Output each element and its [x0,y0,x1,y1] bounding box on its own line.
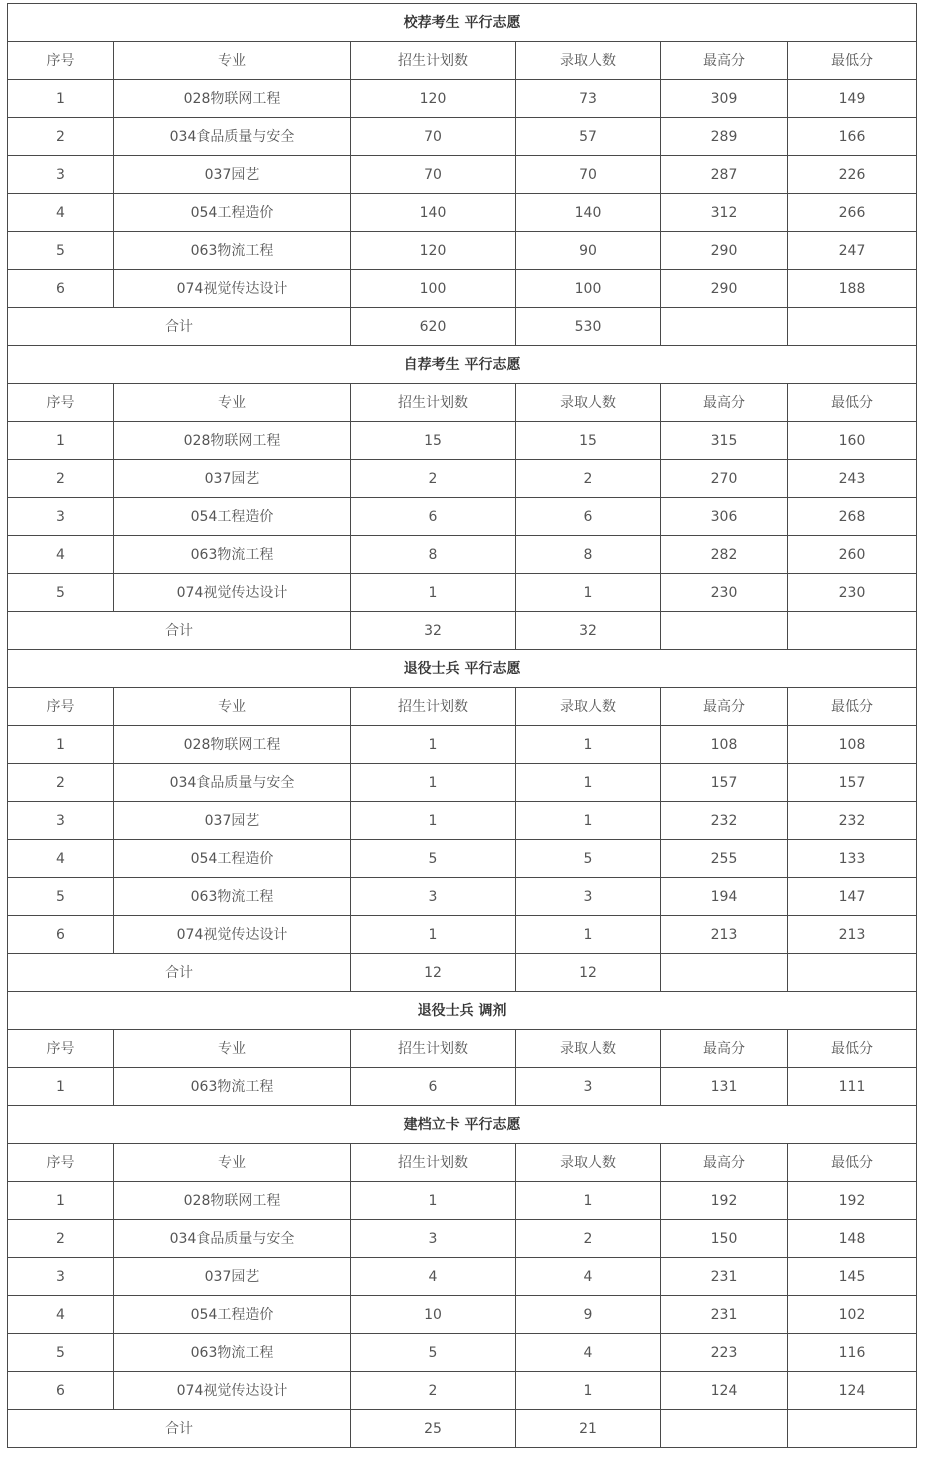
cell-admitted: 5 [516,840,661,878]
total-label: 合计 [8,308,351,346]
cell-admitted: 70 [516,156,661,194]
column-header-row [8,1030,917,1068]
column-header-seq: 序号 [8,384,114,422]
cell-plan: 5 [351,840,516,878]
cell-plan: 3 [351,1220,516,1258]
cell-major: 034食品质量与安全 [114,118,351,156]
table-row [8,460,917,498]
column-header-max: 最高分 [661,1030,788,1068]
table-row [8,726,917,764]
cell-min: 266 [788,194,917,232]
cell-admitted: 8 [516,536,661,574]
cell-plan: 120 [351,80,516,118]
cell-plan: 1 [351,764,516,802]
cell-min: 213 [788,916,917,954]
column-header-major: 专业 [114,384,351,422]
cell-major: 034食品质量与安全 [114,764,351,802]
column-header-seq: 序号 [8,1144,114,1182]
cell-major: 074视觉传达设计 [114,270,351,308]
cell-max: 108 [661,726,788,764]
section-title: 自荐考生 平行志愿 [8,346,917,384]
table-row [8,1258,917,1296]
section-title: 校荐考生 平行志愿 [8,4,917,42]
cell-max: 157 [661,764,788,802]
section-title-row [8,1106,917,1144]
cell-seq: 1 [8,80,114,118]
cell-admitted: 73 [516,80,661,118]
column-header-min: 最低分 [788,1030,917,1068]
cell-min: 192 [788,1182,917,1220]
total-min-empty [788,954,917,992]
column-header-admitted: 录取人数 [516,42,661,80]
cell-max: 289 [661,118,788,156]
total-min-empty [788,1410,917,1448]
cell-major: 063物流工程 [114,1068,351,1106]
column-header-min: 最低分 [788,384,917,422]
cell-admitted: 1 [516,916,661,954]
cell-min: 157 [788,764,917,802]
cell-min: 247 [788,232,917,270]
cell-min: 108 [788,726,917,764]
cell-seq: 4 [8,840,114,878]
cell-seq: 6 [8,270,114,308]
cell-plan: 15 [351,422,516,460]
cell-seq: 5 [8,1334,114,1372]
cell-seq: 2 [8,118,114,156]
table-row [8,422,917,460]
table-row [8,1182,917,1220]
total-row [8,308,917,346]
cell-seq: 4 [8,536,114,574]
cell-max: 312 [661,194,788,232]
cell-seq: 5 [8,878,114,916]
cell-min: 188 [788,270,917,308]
column-header-admitted: 录取人数 [516,384,661,422]
table-row [8,1068,917,1106]
table-row [8,1220,917,1258]
column-header-plan: 招生计划数 [351,1144,516,1182]
cell-major: 063物流工程 [114,536,351,574]
cell-admitted: 2 [516,460,661,498]
column-header-max: 最高分 [661,1144,788,1182]
cell-seq: 1 [8,1182,114,1220]
cell-seq: 2 [8,1220,114,1258]
cell-seq: 3 [8,1258,114,1296]
total-label: 合计 [8,954,351,992]
table-row [8,536,917,574]
column-header-row [8,384,917,422]
column-header-admitted: 录取人数 [516,1144,661,1182]
cell-major: 054工程造价 [114,1296,351,1334]
cell-plan: 3 [351,878,516,916]
column-header-plan: 招生计划数 [351,42,516,80]
cell-min: 232 [788,802,917,840]
column-header-min: 最低分 [788,42,917,80]
total-admitted: 21 [516,1410,661,1448]
total-row [8,1410,917,1448]
cell-seq: 4 [8,194,114,232]
table-row [8,574,917,612]
cell-plan: 1 [351,574,516,612]
table-row [8,498,917,536]
cell-max: 223 [661,1334,788,1372]
cell-major: 037园艺 [114,1258,351,1296]
cell-min: 147 [788,878,917,916]
column-header-max: 最高分 [661,384,788,422]
total-min-empty [788,612,917,650]
cell-major: 028物联网工程 [114,1182,351,1220]
cell-max: 194 [661,878,788,916]
cell-seq: 6 [8,1372,114,1410]
cell-min: 102 [788,1296,917,1334]
cell-plan: 120 [351,232,516,270]
cell-seq: 3 [8,498,114,536]
cell-max: 315 [661,422,788,460]
table-body [8,4,917,1448]
cell-max: 150 [661,1220,788,1258]
cell-admitted: 15 [516,422,661,460]
cell-seq: 4 [8,1296,114,1334]
table-row [8,194,917,232]
cell-major: 063物流工程 [114,232,351,270]
total-label: 合计 [8,612,351,650]
table-row [8,1372,917,1410]
column-header-plan: 招生计划数 [351,384,516,422]
total-admitted: 32 [516,612,661,650]
cell-plan: 5 [351,1334,516,1372]
cell-min: 124 [788,1372,917,1410]
total-row [8,954,917,992]
cell-admitted: 100 [516,270,661,308]
total-label: 合计 [8,1410,351,1448]
cell-major: 054工程造价 [114,498,351,536]
column-header-major: 专业 [114,42,351,80]
cell-max: 290 [661,232,788,270]
column-header-seq: 序号 [8,42,114,80]
cell-seq: 2 [8,460,114,498]
cell-major: 028物联网工程 [114,726,351,764]
total-plan: 32 [351,612,516,650]
column-header-major: 专业 [114,688,351,726]
cell-admitted: 2 [516,1220,661,1258]
column-header-max: 最高分 [661,688,788,726]
cell-admitted: 1 [516,574,661,612]
cell-seq: 3 [8,156,114,194]
cell-major: 028物联网工程 [114,422,351,460]
cell-plan: 4 [351,1258,516,1296]
cell-major: 074视觉传达设计 [114,916,351,954]
column-header-row [8,688,917,726]
cell-max: 230 [661,574,788,612]
cell-max: 290 [661,270,788,308]
cell-max: 131 [661,1068,788,1106]
cell-major: 054工程造价 [114,194,351,232]
cell-min: 148 [788,1220,917,1258]
section-title: 退役士兵 平行志愿 [8,650,917,688]
column-header-row [8,42,917,80]
total-max-empty [661,612,788,650]
cell-min: 268 [788,498,917,536]
column-header-plan: 招生计划数 [351,688,516,726]
cell-admitted: 57 [516,118,661,156]
cell-min: 160 [788,422,917,460]
cell-admitted: 1 [516,1372,661,1410]
cell-max: 232 [661,802,788,840]
cell-admitted: 1 [516,1182,661,1220]
cell-admitted: 1 [516,802,661,840]
cell-admitted: 90 [516,232,661,270]
cell-admitted: 1 [516,764,661,802]
cell-min: 116 [788,1334,917,1372]
cell-min: 111 [788,1068,917,1106]
table-row [8,764,917,802]
cell-admitted: 140 [516,194,661,232]
cell-major: 037园艺 [114,156,351,194]
cell-seq: 6 [8,916,114,954]
column-header-plan: 招生计划数 [351,1030,516,1068]
table-row [8,232,917,270]
cell-seq: 1 [8,1068,114,1106]
cell-seq: 5 [8,232,114,270]
cell-plan: 1 [351,1182,516,1220]
table-row [8,878,917,916]
cell-major: 074视觉传达设计 [114,574,351,612]
column-header-admitted: 录取人数 [516,688,661,726]
column-header-min: 最低分 [788,688,917,726]
cell-max: 306 [661,498,788,536]
admissions-table [7,3,917,1448]
column-header-row [8,1144,917,1182]
cell-max: 124 [661,1372,788,1410]
table-row [8,802,917,840]
total-min-empty [788,308,917,346]
cell-plan: 1 [351,802,516,840]
cell-major: 063物流工程 [114,878,351,916]
cell-major: 028物联网工程 [114,80,351,118]
section-title-row [8,4,917,42]
cell-major: 063物流工程 [114,1334,351,1372]
cell-max: 231 [661,1258,788,1296]
total-plan: 12 [351,954,516,992]
cell-admitted: 3 [516,1068,661,1106]
cell-plan: 1 [351,726,516,764]
cell-admitted: 6 [516,498,661,536]
total-max-empty [661,954,788,992]
cell-admitted: 3 [516,878,661,916]
column-header-min: 最低分 [788,1144,917,1182]
table-row [8,840,917,878]
table-row [8,916,917,954]
cell-max: 213 [661,916,788,954]
table-row [8,270,917,308]
column-header-major: 专业 [114,1144,351,1182]
cell-min: 230 [788,574,917,612]
cell-min: 226 [788,156,917,194]
cell-admitted: 9 [516,1296,661,1334]
cell-max: 282 [661,536,788,574]
total-plan: 620 [351,308,516,346]
cell-seq: 2 [8,764,114,802]
cell-min: 133 [788,840,917,878]
cell-max: 309 [661,80,788,118]
cell-major: 037园艺 [114,802,351,840]
cell-plan: 100 [351,270,516,308]
total-max-empty [661,1410,788,1448]
cell-seq: 1 [8,726,114,764]
cell-seq: 1 [8,422,114,460]
cell-plan: 70 [351,156,516,194]
section-title: 退役士兵 调剂 [8,992,917,1030]
cell-admitted: 4 [516,1334,661,1372]
table-row [8,1334,917,1372]
cell-major: 054工程造价 [114,840,351,878]
cell-major: 037园艺 [114,460,351,498]
table-row [8,1296,917,1334]
total-plan: 25 [351,1410,516,1448]
cell-plan: 6 [351,498,516,536]
cell-admitted: 4 [516,1258,661,1296]
cell-plan: 140 [351,194,516,232]
table-row [8,118,917,156]
cell-major: 034食品质量与安全 [114,1220,351,1258]
cell-max: 255 [661,840,788,878]
column-header-major: 专业 [114,1030,351,1068]
cell-plan: 2 [351,460,516,498]
cell-max: 270 [661,460,788,498]
total-max-empty [661,308,788,346]
cell-max: 287 [661,156,788,194]
column-header-max: 最高分 [661,42,788,80]
section-title-row [8,650,917,688]
cell-plan: 70 [351,118,516,156]
cell-plan: 6 [351,1068,516,1106]
cell-plan: 10 [351,1296,516,1334]
column-header-seq: 序号 [8,688,114,726]
cell-min: 149 [788,80,917,118]
cell-seq: 3 [8,802,114,840]
total-admitted: 12 [516,954,661,992]
cell-major: 074视觉传达设计 [114,1372,351,1410]
cell-plan: 8 [351,536,516,574]
cell-min: 145 [788,1258,917,1296]
cell-min: 166 [788,118,917,156]
column-header-seq: 序号 [8,1030,114,1068]
total-admitted: 530 [516,308,661,346]
table-row [8,156,917,194]
cell-admitted: 1 [516,726,661,764]
section-title-row [8,992,917,1030]
cell-seq: 5 [8,574,114,612]
cell-max: 192 [661,1182,788,1220]
cell-max: 231 [661,1296,788,1334]
table-row [8,80,917,118]
section-title: 建档立卡 平行志愿 [8,1106,917,1144]
cell-min: 243 [788,460,917,498]
section-title-row [8,346,917,384]
total-row [8,612,917,650]
cell-plan: 1 [351,916,516,954]
cell-min: 260 [788,536,917,574]
column-header-admitted: 录取人数 [516,1030,661,1068]
cell-plan: 2 [351,1372,516,1410]
